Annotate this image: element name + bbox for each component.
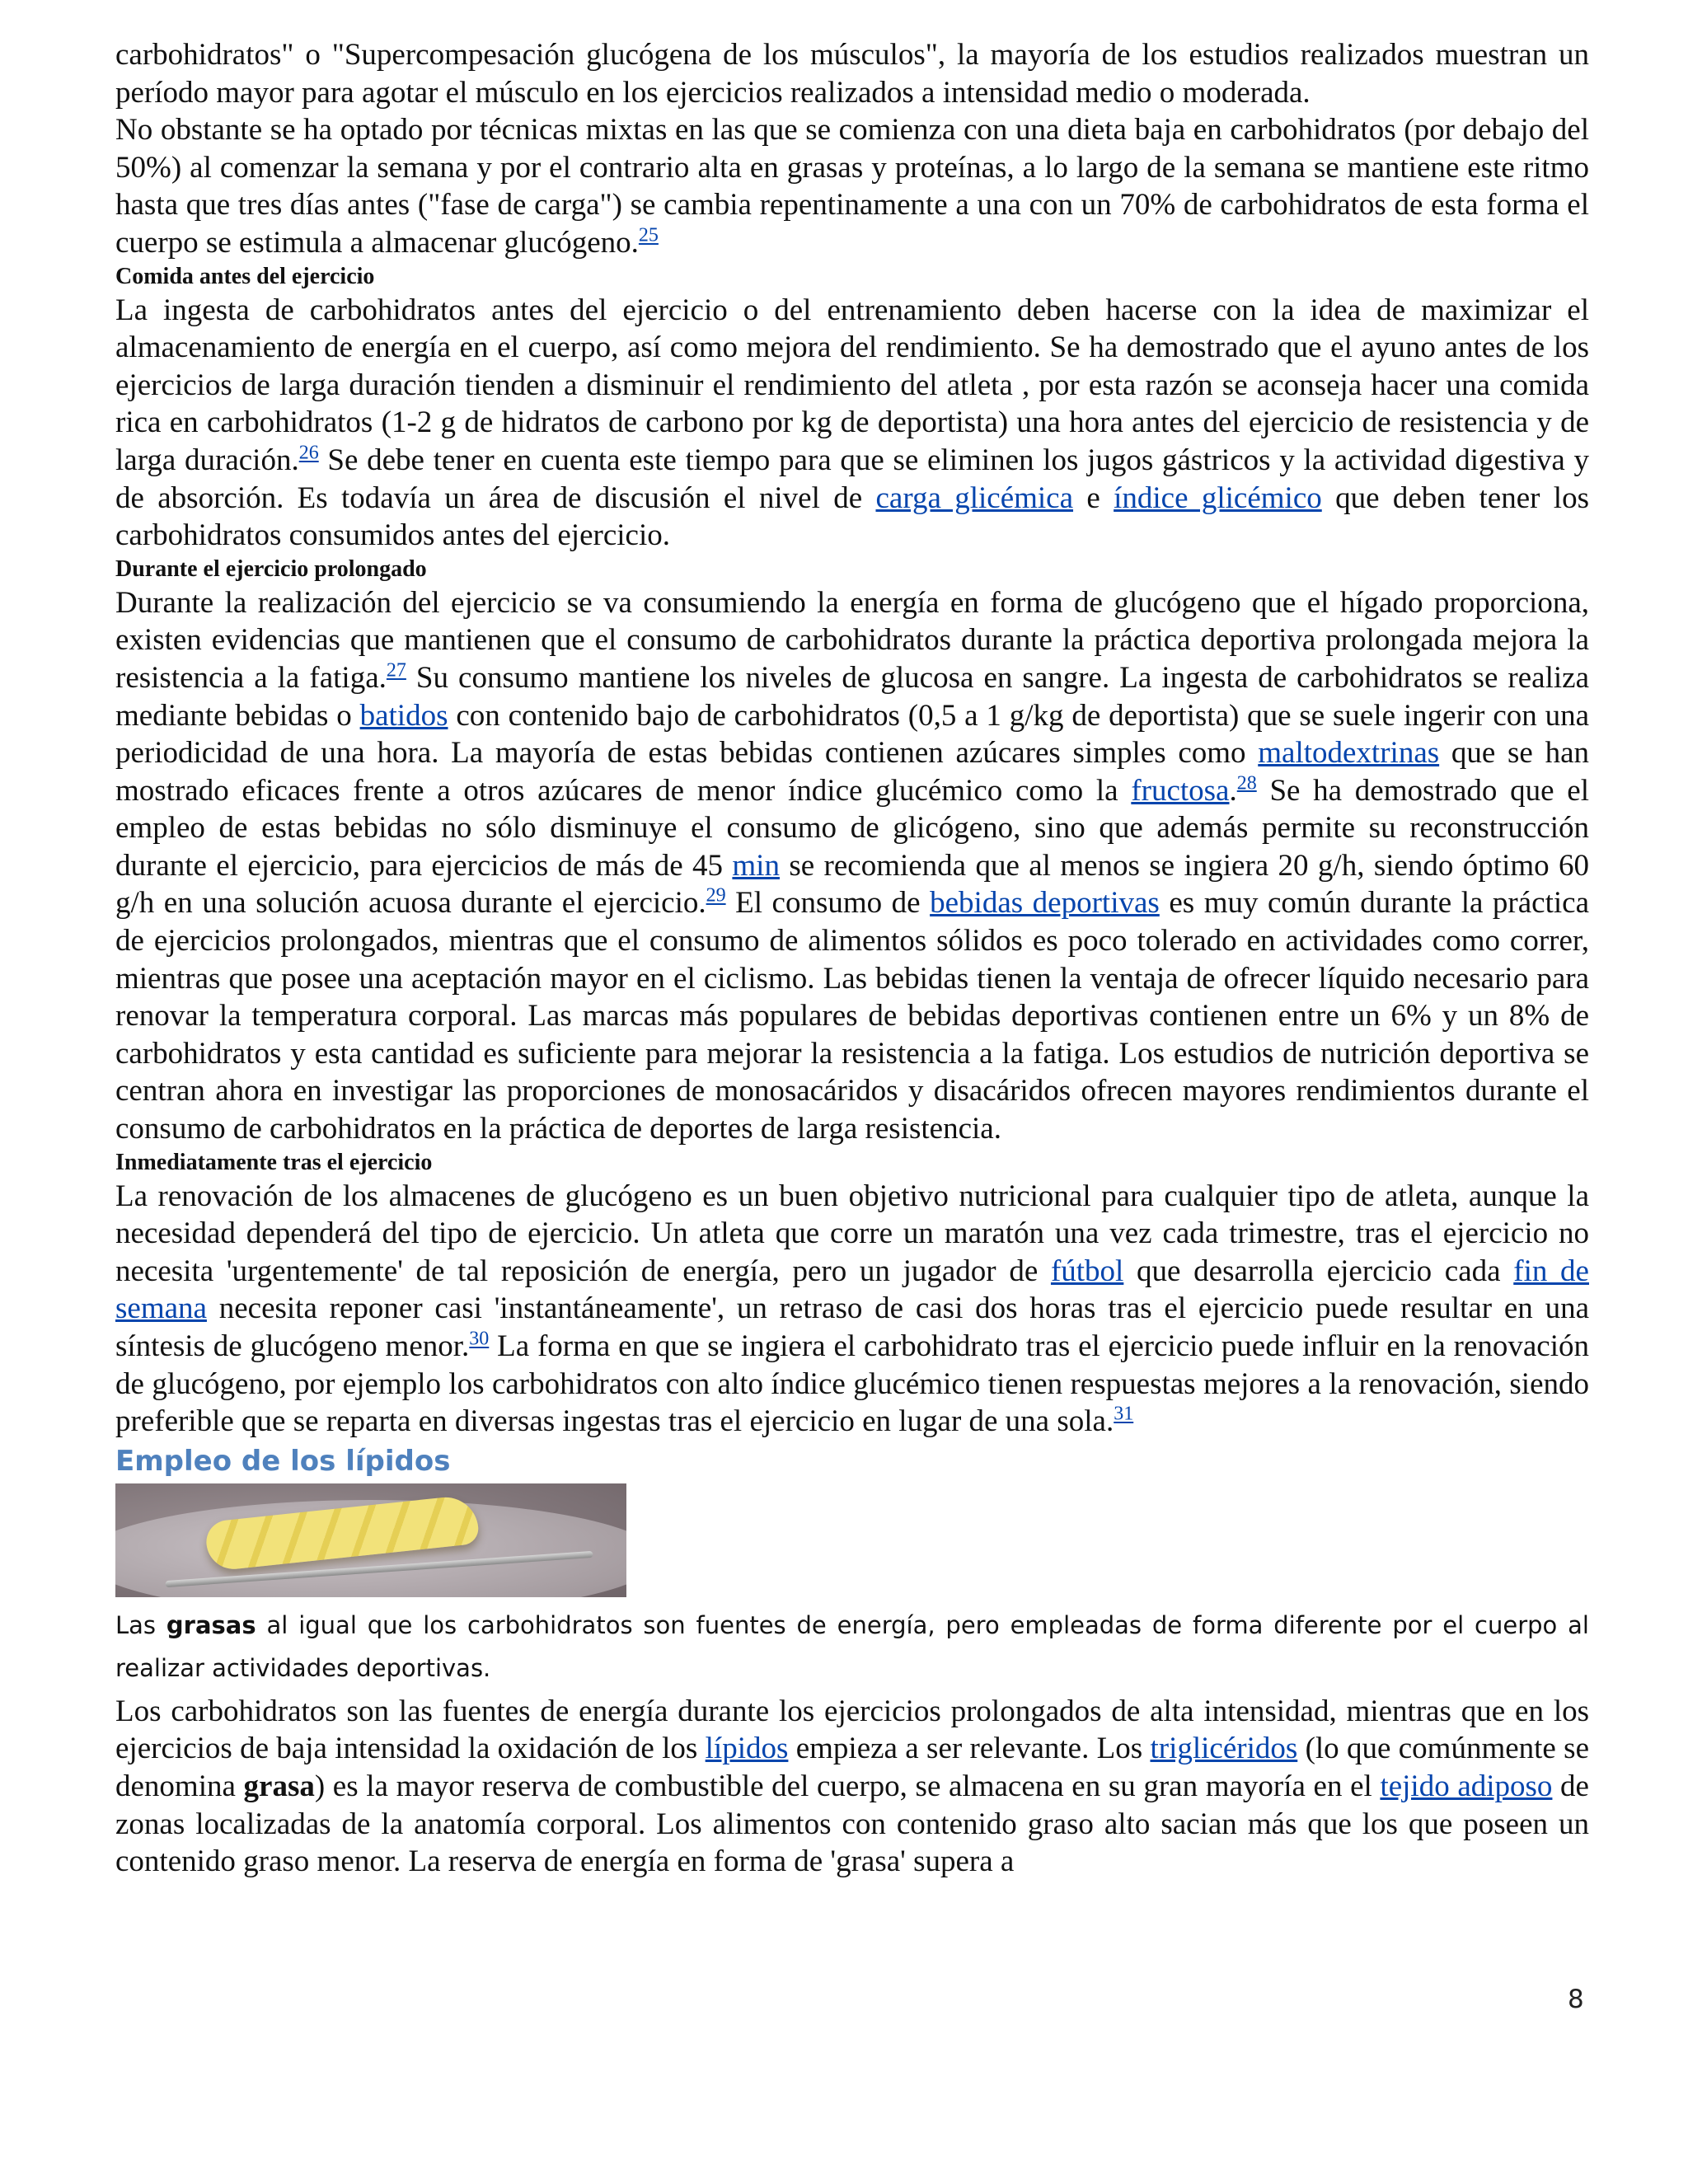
document-page — [115, 36, 1589, 1881]
link-fructosa[interactable]: fructosa — [1131, 773, 1230, 808]
link-futbol[interactable]: fútbol — [1050, 1254, 1124, 1288]
reference-30[interactable]: 30 — [469, 1328, 490, 1350]
link-batidos[interactable]: batidos — [359, 698, 448, 733]
paragraph-lipids: Los carbohidratos son las fuentes de energía durante los ejercicios prolongados de alta intensidad, mientras que en los ejercicios de baja intensidad la oxidación de los lípidos empieza a ser relevante. Los triglicéridos (lo que comúnmente se denomina grasa) es la mayor reserva de combustible del cuerpo, se almacena en su gran mayoría en el tejido adiposo de zonas localizadas de la anatomía corporal. Los alimentos con contenido graso alto sacian más que los que poseen un contenido graso menor. La reserva de energía en forma de 'grasa' supera a — [115, 1694, 1589, 1879]
link-trigliceridos[interactable]: triglicéridos — [1150, 1732, 1298, 1766]
link-maltodextrinas[interactable]: maltodextrinas — [1258, 736, 1440, 771]
reference-26[interactable]: 26 — [298, 442, 319, 464]
subheading-after-exercise: Inmediatamente tras el ejercicio — [115, 1149, 433, 1175]
link-lipidos[interactable]: lípidos — [705, 1732, 789, 1766]
reference-31[interactable]: 31 — [1114, 1403, 1134, 1425]
link-indice-glicemico[interactable]: índice glicémico — [1114, 480, 1322, 515]
paragraph-supercompensation: carbohidratos" o "Supercompesación glucógena de los músculos", la mayoría de los estudios realizados muestran un período mayor para agotar el músculo en los ejercicios realizados a intensidad medio o moderada. — [115, 38, 1589, 110]
reference-25[interactable]: 25 — [638, 224, 659, 246]
paragraph-during-exercise: Durante la realización del ejercicio se va consumiendo la energía en forma de glucógeno que el hígado proporciona, existen evidencias que mantienen que el consumo de carbohidratos durante la práctica deportiva prolongada mejora la resistencia a la fatiga.$^{27}$ Su consumo mantiene los niveles de glucosa en sangre. La ingesta de carbohidratos se realiza mediante bebidas o batidos con contenido bajo de carbohidratos (0,5 a 1 g/kg de deportista) que se suele ingerir con una periodicidad de una hora. La mayoría de estas bebidas contienen azúcares simples como maltodextrinas que se han mostrado eficaces frente a otros azúcares de menor índice glucémico como la fructosa.$^{28}$ Se ha demostrado que el empleo de estas bebidas no sólo disminuye el consumo de glicógeno, sino que además permite su reconstrucción durante el ejercicio, para ejercicios de más de 45 min se recomienda que al menos se ingiera 20 g/h, siendo óptimo 60 g/h en una solución acuosa durante el ejercicio.$^{29}$ El consumo de bebidas deportivas es muy común durante la práctica de ejercicios prolongados, mientras que el consumo de alimentos sólidos es poco tolerado en actividades como correr, mientras que posee una aceptación mayor en el ciclismo. Las bebidas tienen la ventaja de ofrecer líquido necesario para renovar la temperatura corporal. Las marcas más populares de bebidas deportivas contienen entre un 6% y un 8% de carbohidratos y esta cantidad es suficiente para mejorar la resistencia a la fatiga. Los estudios de nutrición deportiva se centran ahora en investigar las proporciones de monosacáridos y disacáridos ofrecen mayores rendimientos durante el consumo de carbohidratos en la práctica de deportes de larga resistencia. — [115, 585, 1590, 1146]
link-min[interactable]: min — [732, 848, 780, 883]
subheading-pre-exercise-meal: Comida antes del ejercicio — [115, 263, 375, 289]
paragraph-pre-exercise: La ingesta de carbohidratos antes del ejercicio o del entrenamiento deben hacerse con la idea de maximizar el almacenamiento de energía en el cuerpo, así como mejora del rendimiento. Se ha demostrado que el ayuno antes de los ejercicios de larga duración tienden a disminuir el rendimiento del atleta , por esta razón se aconseja hacer una comida rica en carbohidratos (1-2 g de hidratos de carbono por kg de deportista) una hora antes del ejercicio de resistencia y de larga duración.$^{26}$ Se debe tener en cuenta este tiempo para que se eliminen los jugos gástricos y la actividad digestiva y de absorción. Es todavía un área de discusión el nivel de carga glicémica e índice glicémico que deben tener los carbohidratos consumidos antes del ejercicio. — [115, 293, 1589, 553]
reference-28[interactable]: 28 — [1236, 772, 1257, 794]
link-fin-de-semana[interactable]: fin de semana — [115, 1254, 1589, 1326]
subheading-during-exercise: Durante el ejercicio prolongado — [115, 555, 427, 582]
photo-caption: Las grasas al igual que los carbohidratos son fuentes de energía, pero empleadas de forma diferente por el cuerpo al realizar actividades deportivas. — [115, 1610, 1589, 1682]
reference-29[interactable]: 29 — [706, 885, 726, 907]
paragraph-mixed-techniques: No obstante se ha optado por técnicas mixtas en las que se comienza con una dieta baja en carbohidratos (por debajo del 50%) al comenzar la semana y por el contrario alta en grasas y proteínas, a lo largo de la semana se mantiene este ritmo hasta que tres días antes ("fase de carga") se cambia repentinamente a una con un 70% de carbohidratos de esta forma el cuerpo se estimula a almacenar glucógeno.$^{25}$ — [115, 113, 1589, 260]
section-heading-lipids: Empleo de los lípidos — [115, 1444, 451, 1478]
reference-27[interactable]: 27 — [386, 659, 406, 682]
link-bebidas-deportivas[interactable]: bebidas deportivas — [930, 886, 1160, 921]
butter-photo — [115, 1483, 626, 1597]
page-number: 8 — [1568, 1985, 1584, 2014]
link-tejido-adiposo[interactable]: tejido adiposo — [1380, 1769, 1553, 1803]
paragraph-after-exercise: La renovación de los almacenes de glucógeno es un buen objetivo nutricional para cualquier tipo de atleta, aunque la necesidad dependerá del tipo de ejercicio. Un atleta que corre un maratón una vez cada trimestre, tras el ejercicio no necesita 'urgentemente' de tal reposición de energía, pero un jugador de fútbol que desarrolla ejercicio cada fin de semana necesita reponer casi 'instantáneamente', un retraso de casi dos horas tras el ejercicio puede resultar en una síntesis de glucógeno menor.$^{30}$ La forma en que se ingiera el carbohidrato tras el ejercicio puede influir en la renovación de glucógeno, por ejemplo los carbohidratos con alto índice glucémico tienen respuestas mejores a la renovación, siendo preferible que se reparta en diversas ingestas tras el ejercicio en lugar de una sola.$^{31}$ — [115, 1179, 1589, 1439]
link-carga-glicemica[interactable]: carga glicémica — [875, 480, 1074, 515]
